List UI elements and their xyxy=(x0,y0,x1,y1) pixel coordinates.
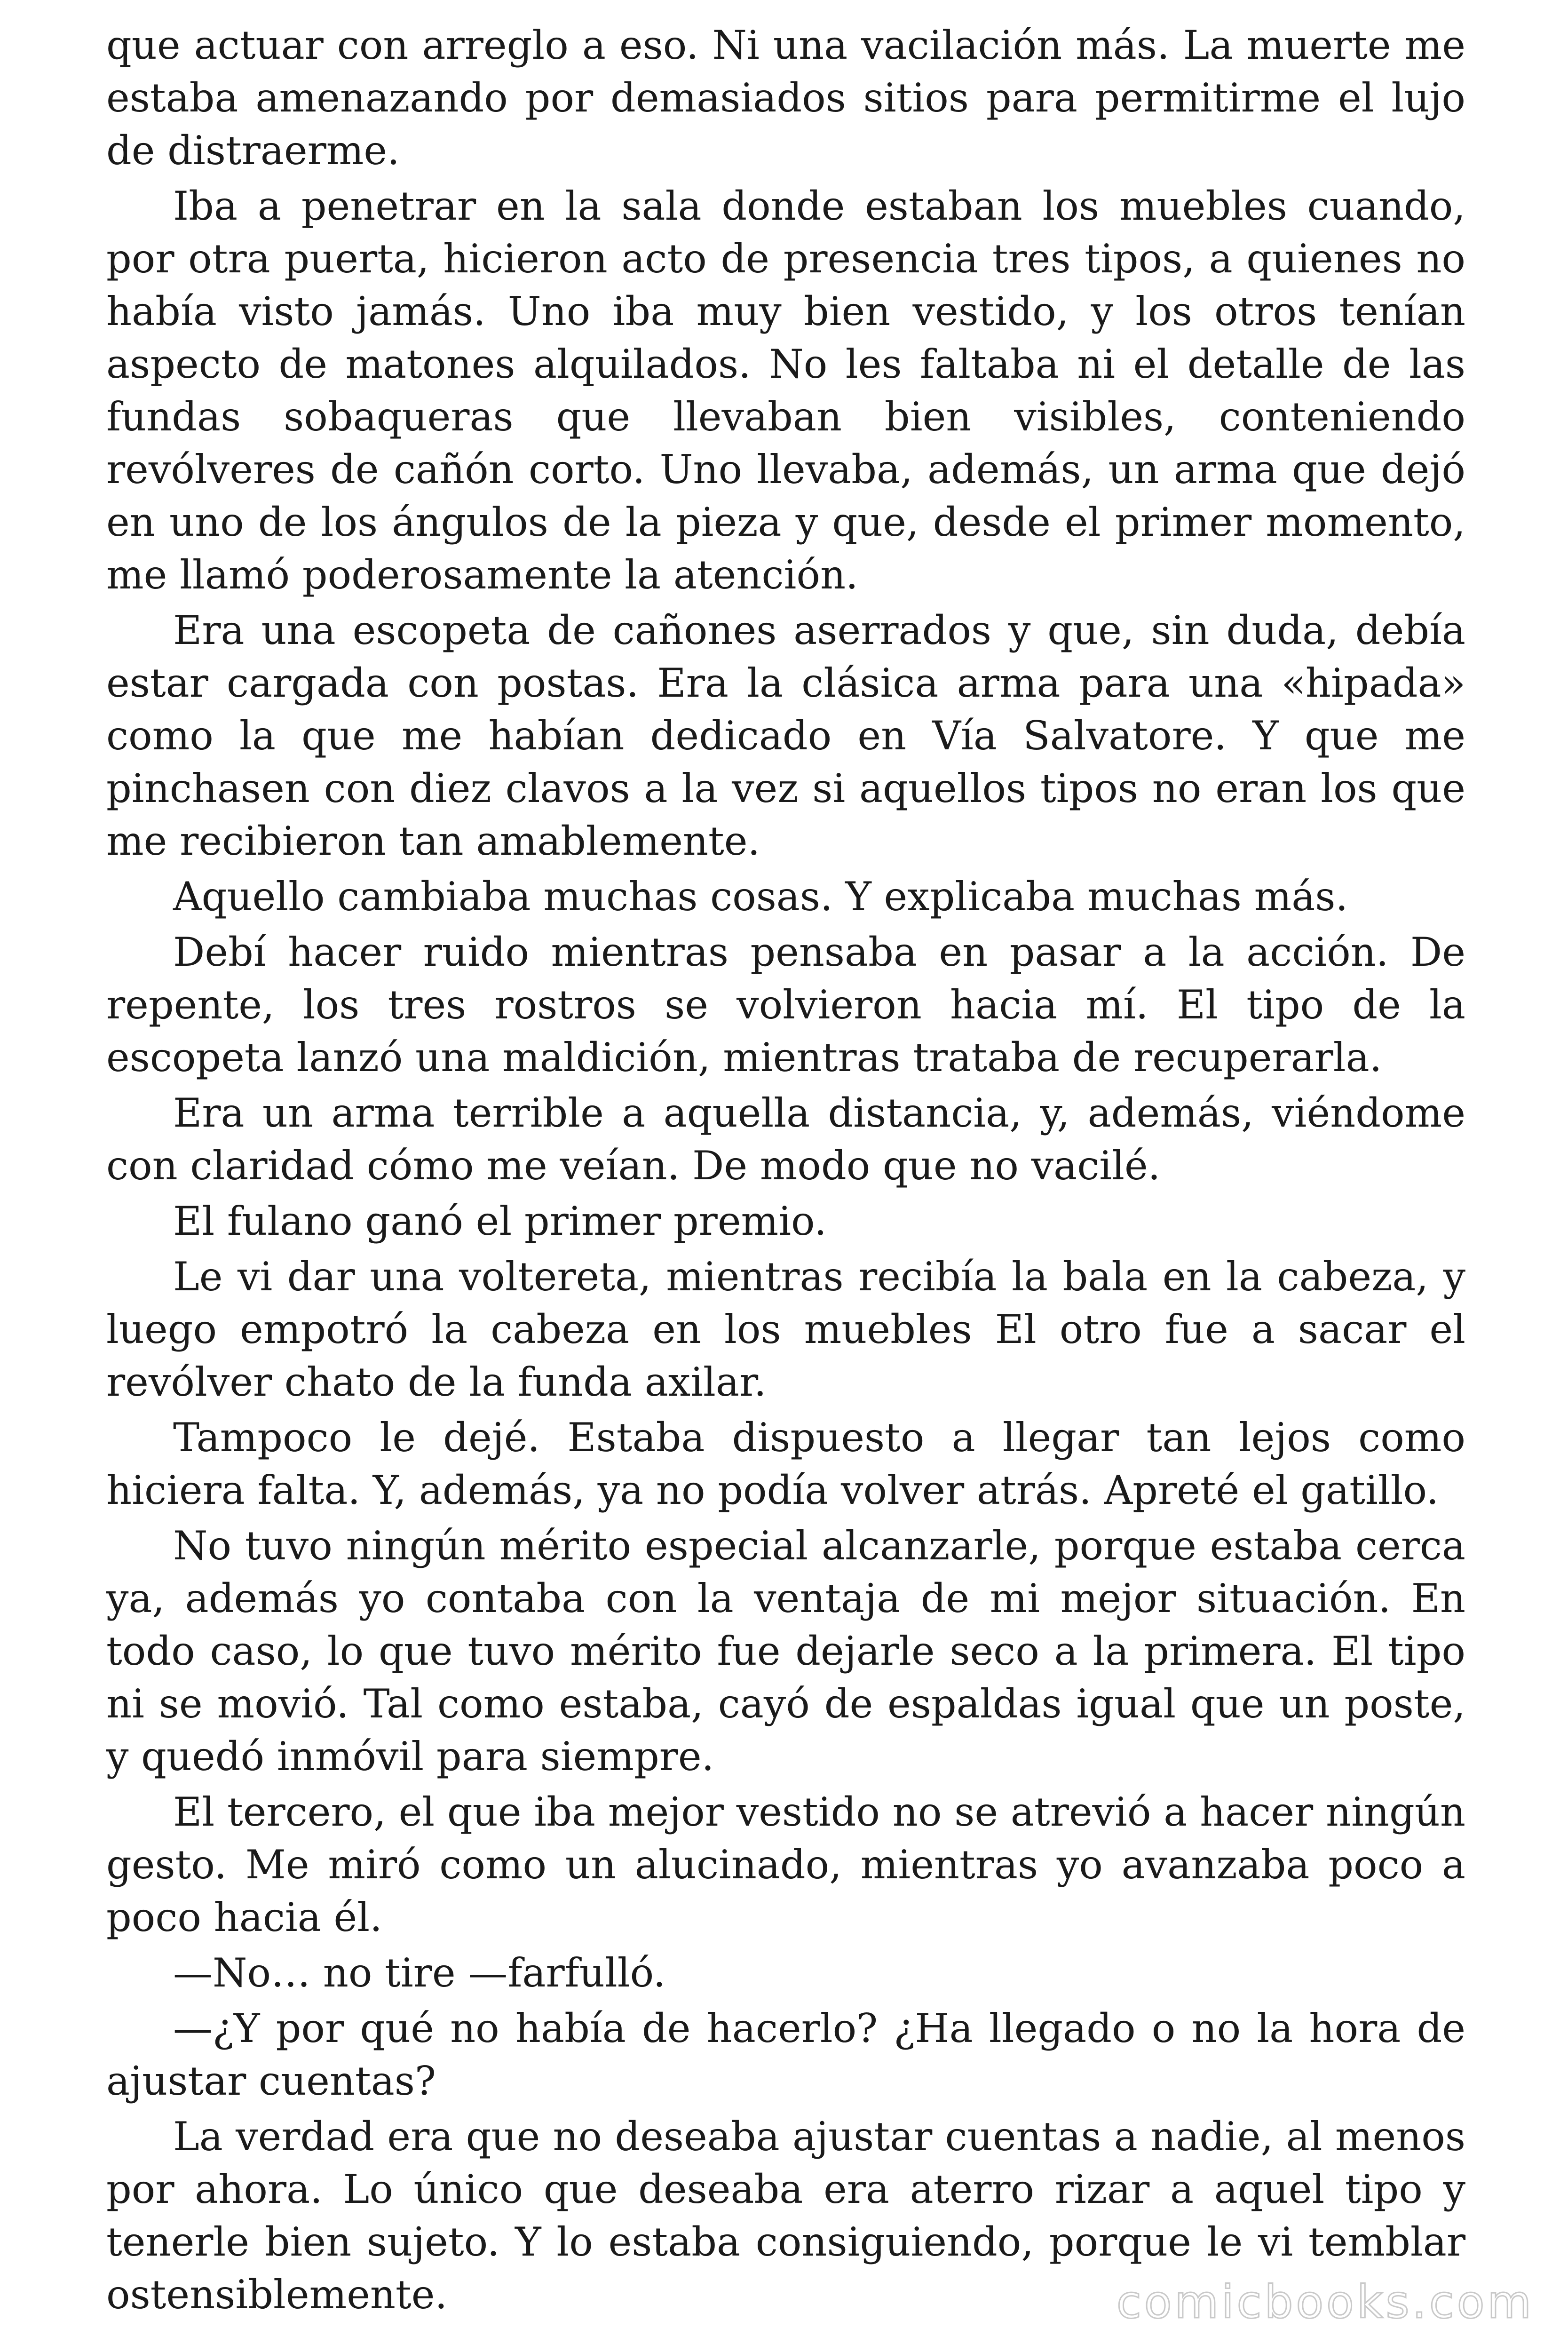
dialogue-line: —¿Y por qué no había de hacerlo? ¿Ha llegado o no la hora de ajustar cuentas? xyxy=(106,2005,1465,2104)
paragraph: Aquello cambiaba muchas cosas. Y explicaba muchas más. xyxy=(173,874,1348,920)
paragraph: Era una escopeta de cañones aserrados y que, sin duda, debía estar cargada con postas. Era la clásica arma para una «hipada» como la que me habían dedicado en Vía Salvatore. Y que me pinchasen con diez clavos a la vez si aquellos tipos no eran los que me recibieron tan amablemente. xyxy=(106,607,1465,864)
paragraph: Era un arma terrible a aquella distancia, y, además, viéndome con claridad cómo me veían. De modo que no vacilé. xyxy=(106,1090,1465,1189)
paragraph: Le vi dar una voltereta, mientras recibía la bala en la cabeza, y luego empotró la cabeza en los muebles El otro fue a sacar el revólver chato de la funda axilar. xyxy=(106,1254,1465,1405)
paragraph: La verdad era que no deseaba ajustar cuentas a nadie, al menos por ahora. Lo único que deseaba era aterro rizar a aquel tipo y tenerle bien sujeto. Y lo estaba consiguiendo, porque le vi temblar ostensiblemente. xyxy=(106,2114,1465,2318)
dialogue-line: —No… no tire —farfulló. xyxy=(173,1950,666,1996)
book-page-text xyxy=(106,19,1465,2324)
paragraph: Tampoco le dejé. Estaba dispuesto a llegar tan lejos como hiciera falta. Y, además, ya no podía volver atrás. Apreté el gatillo. xyxy=(106,1414,1465,1513)
paragraph: Iba a penetrar en la sala donde estaban los muebles cuando, por otra puerta, hicieron acto de presencia tres tipos, a quienes no había visto jamás. Uno iba muy bien vestido, y los otros tenían aspecto de matones alquilados. No les faltaba ni el detalle de las fundas sobaqueras que llevaban bien visibles, conteniendo revólveres de cañón corto. Uno llevaba, además, un arma que dejó en uno de los ángulos de la pieza y que, desde el primer momento, me llamó poderosamente la atención. xyxy=(106,183,1465,598)
paragraph: No tuvo ningún mérito especial alcanzarle, porque estaba cerca ya, además yo contaba con la ventaja de mi mejor situación. En todo caso, lo que tuvo mérito fue dejarle seco a la primera. El tipo ni se movió. Tal como estaba, cayó de espaldas igual que un poste, y quedó inmóvil para siempre. xyxy=(106,1523,1465,1780)
site-watermark: comicbooks.com xyxy=(1116,2276,1534,2328)
paragraph: Debí hacer ruido mientras pensaba en pasar a la acción. De repente, los tres rostros se volvieron hacia mí. El tipo de la escopeta lanzó una maldición, mientras trataba de recuperarla. xyxy=(106,929,1465,1081)
paragraph-continuation: que actuar con arreglo a eso. Ni una vacilación más. La muerte me estaba amenazando por demasiados sitios para permitirme el lujo de distraerme. xyxy=(106,22,1465,174)
paragraph: El fulano ganó el primer premio. xyxy=(173,1198,827,1244)
paragraph: El tercero, el que iba mejor vestido no se atrevió a hacer ningún gesto. Me miró como un alucinado, mientras yo avanzaba poco a poco hacia él. xyxy=(106,1789,1465,1940)
